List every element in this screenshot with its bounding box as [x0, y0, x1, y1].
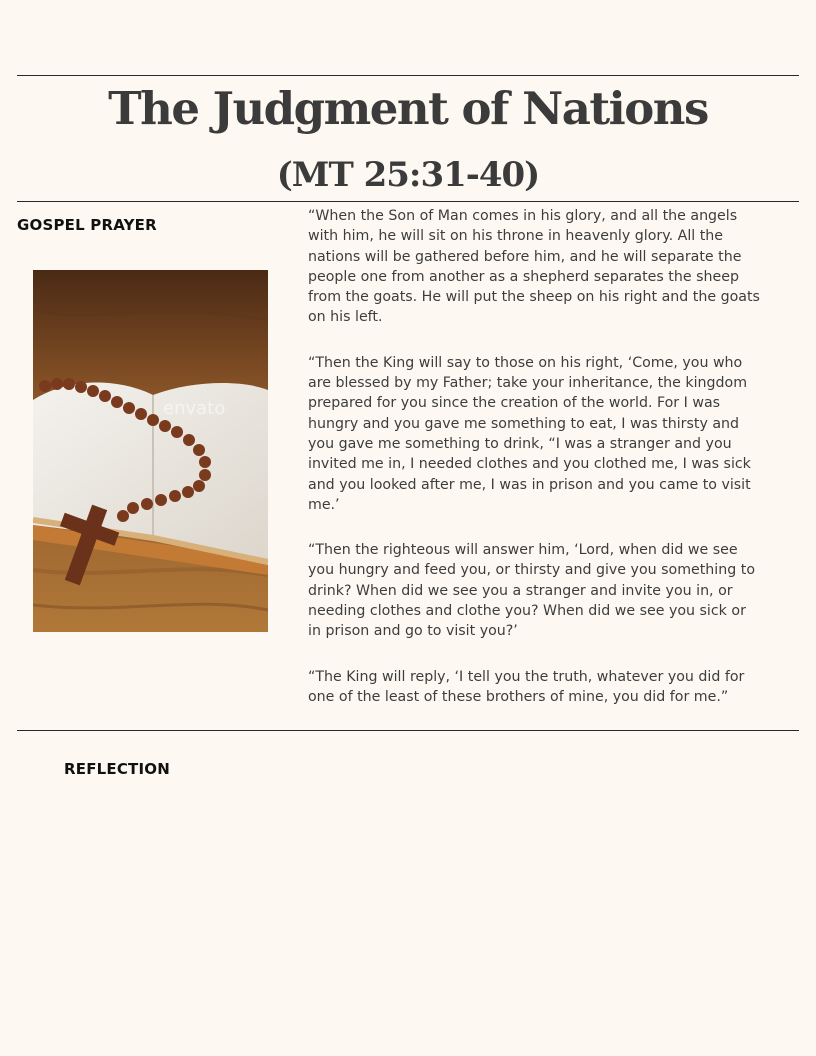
gospel-paragraph: “Then the righteous will answer him, ‘Lord, when did we see you hungry and feed you, or thirsty and give you something to drink? When did we see you a stranger and invite you in, or needing clothes and clothe you? When did we see you sick or in prison and go to visit you?’: [308, 542, 755, 640]
rosary-bible-photo: [33, 270, 268, 632]
gospel-paragraph: “Then the King will say to those on his right, ‘Come, you who are blessed by my Father; take your inheritance, the kingdom prepared for you since the creation of the world. For I was hungry and you gave me something to eat, I was thirsty and you gave me something to drink, “I was a stranger and you invited me in, I needed clothes and you clothed me, I was sick and you looked after me, I was in prison and you came to visit me.’: [308, 354, 751, 513]
gospel-paragraph: “The King will reply, ‘I tell you the truth, whatever you did for one of the least of these brothers of mine, you did for me.”: [308, 668, 745, 705]
page-subtitle: (MT 25:31-40): [276, 155, 540, 195]
page-title: The Judgment of Nations: [108, 82, 708, 135]
gospel-prayer-heading: GOSPEL PRAYER: [17, 216, 157, 234]
header-divider: [17, 201, 799, 202]
gospel-paragraph: “When the Son of Man comes in his glory, and all the angels with him, he will sit on his throne in heavenly glory. All the nations will be gathered before him, and he will separate the people one from another as a shepherd separates the sheep from the goats. He will put the sheep on his right and the goats on his left.: [308, 208, 760, 326]
reflection-heading: REFLECTION: [64, 760, 170, 778]
section-divider: [17, 730, 799, 731]
rosary-on-bible-icon: [33, 270, 268, 632]
gospel-text: [308, 206, 760, 732]
top-divider: [17, 75, 799, 76]
photo-watermark: envato: [163, 398, 226, 419]
